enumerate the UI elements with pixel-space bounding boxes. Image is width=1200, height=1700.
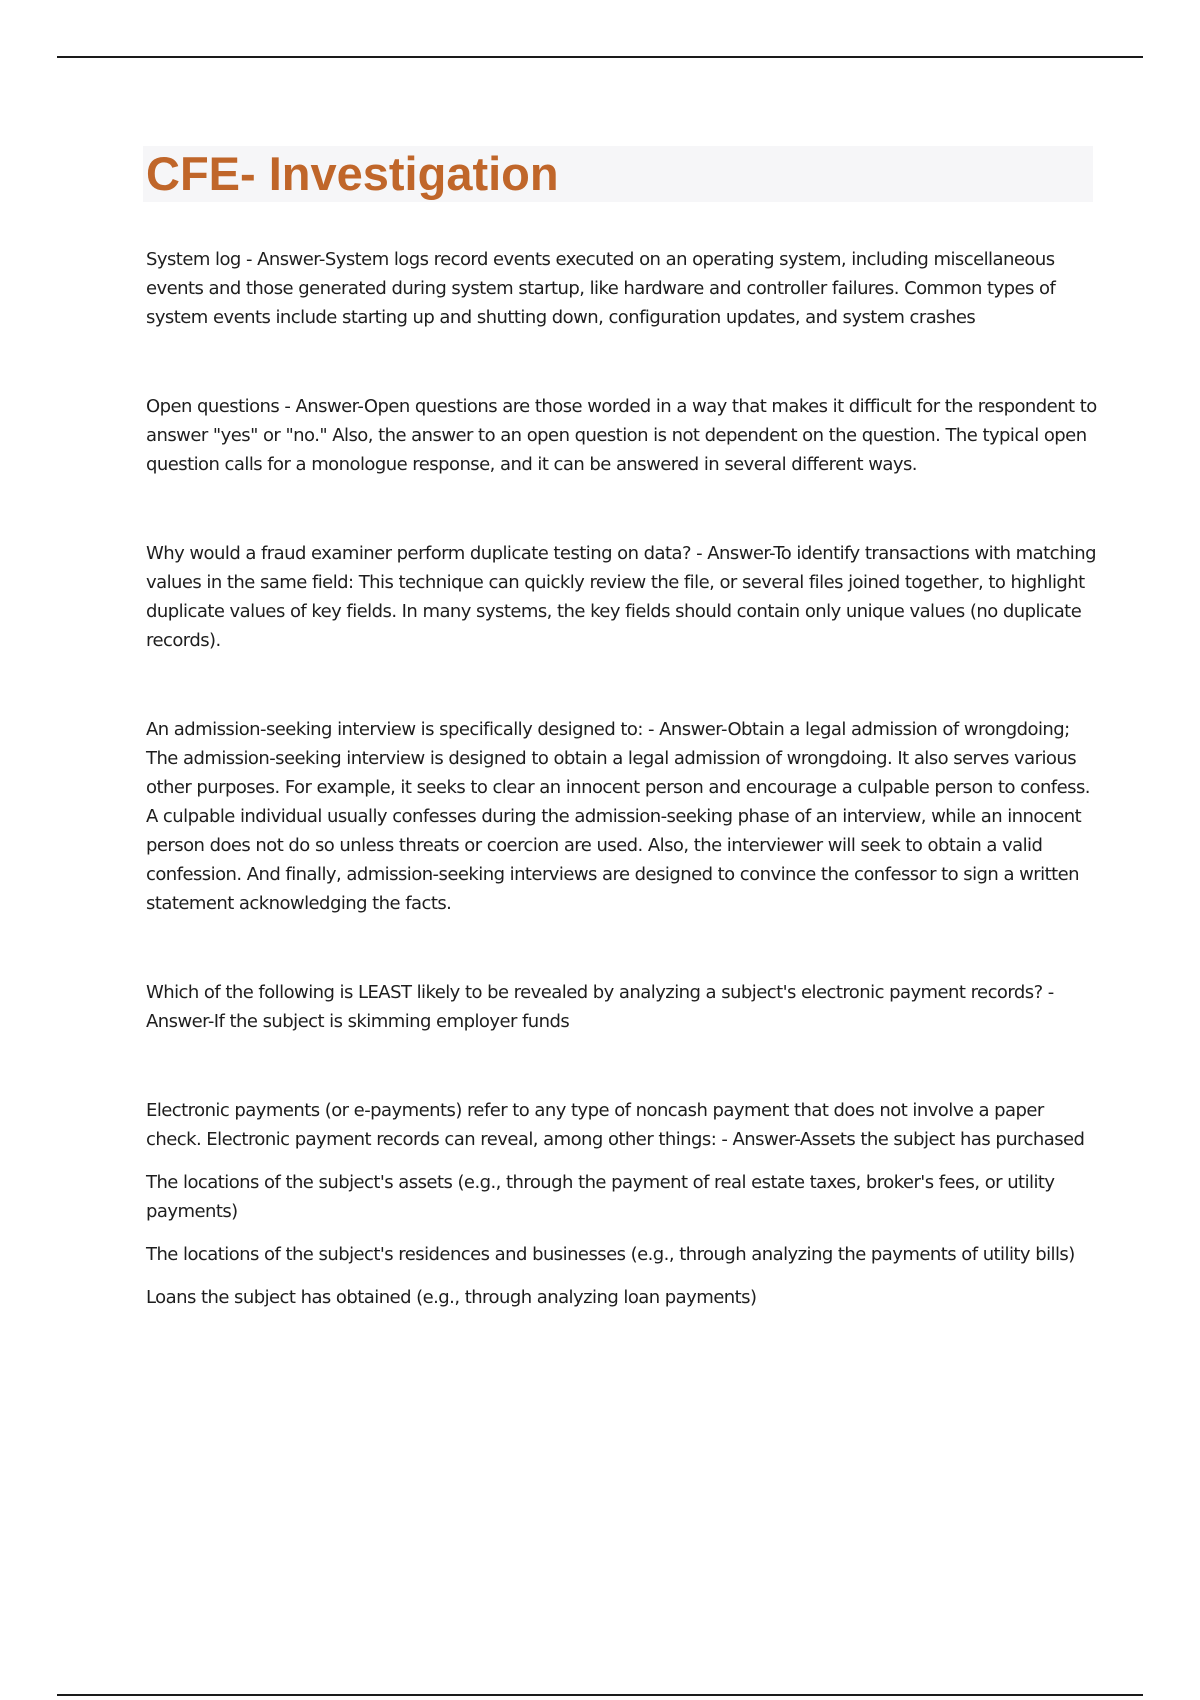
bottom-rule	[57, 1694, 1143, 1696]
entry-electronic-payment-least	[146, 978, 1101, 1036]
entry-open-questions	[146, 392, 1101, 479]
top-rule	[57, 56, 1143, 58]
entry-paragraph: The locations of the subject's assets (e.g., through the payment of real estate taxes, broker's fees, or utility payments)	[146, 1172, 1055, 1222]
entry-system-log	[146, 245, 1101, 332]
document-body	[146, 245, 1101, 1372]
entry-paragraph: Open questions - Answer-Open questions are those worded in a way that makes it difficult for the respondent to answer "yes" or "no." Also, the answer to an open question is not dependent on the question. The typical open question calls for a monologue response, and it can be answered in several different ways.	[146, 396, 1097, 475]
entry-paragraph: The locations of the subject's residences and businesses (e.g., through analyzing the payments of utility bills)	[146, 1244, 1075, 1265]
entry-electronic-payments	[146, 1096, 1101, 1312]
entry-admission-seeking	[146, 715, 1101, 918]
entry-paragraph: Loans the subject has obtained (e.g., through analyzing loan payments)	[146, 1287, 757, 1308]
document-title: CFE- Investigation	[146, 147, 559, 200]
entry-paragraph: Why would a fraud examiner perform duplicate testing on data? - Answer-To identify transactions with matching values in the same field: This technique can quickly review the file, or several files joined together, to highlight duplicate values of key fields. In many systems, the key fields should contain only unique values (no duplicate records).	[146, 543, 1096, 651]
entry-paragraph: An admission-seeking interview is specifically designed to: - Answer-Obtain a legal admission of wrongdoing; The admission-seeking interview is designed to obtain a legal admission of wrongdoing. It also serves various other purposes. For example, it seeks to clear an innocent person and encourage a culpable person to confess. A culpable individual usually confesses during the admission-seeking phase of an interview, while an innocent person does not do so unless threats or coercion are used. Also, the interviewer will seek to obtain a valid confession. And finally, admission-seeking interviews are designed to convince the confessor to sign a written statement acknowledging the facts.	[146, 719, 1090, 914]
entry-paragraph: Which of the following is LEAST likely to be revealed by analyzing a subject's electronic payment records? - Answer-If the subject is skimming employer funds	[146, 982, 1054, 1032]
entry-paragraph: System log - Answer-System logs record events executed on an operating system, including miscellaneous events and those generated during system startup, like hardware and controller failures. Common types of system events include starting up and shutting down, configuration updates, and system crashes	[146, 249, 1056, 328]
entry-paragraph: Electronic payments (or e-payments) refer to any type of noncash payment that does not involve a paper check. Electronic payment records can reveal, among other things: - Answer-Assets the subject has purchased	[146, 1100, 1085, 1150]
entry-duplicate-testing	[146, 539, 1101, 655]
